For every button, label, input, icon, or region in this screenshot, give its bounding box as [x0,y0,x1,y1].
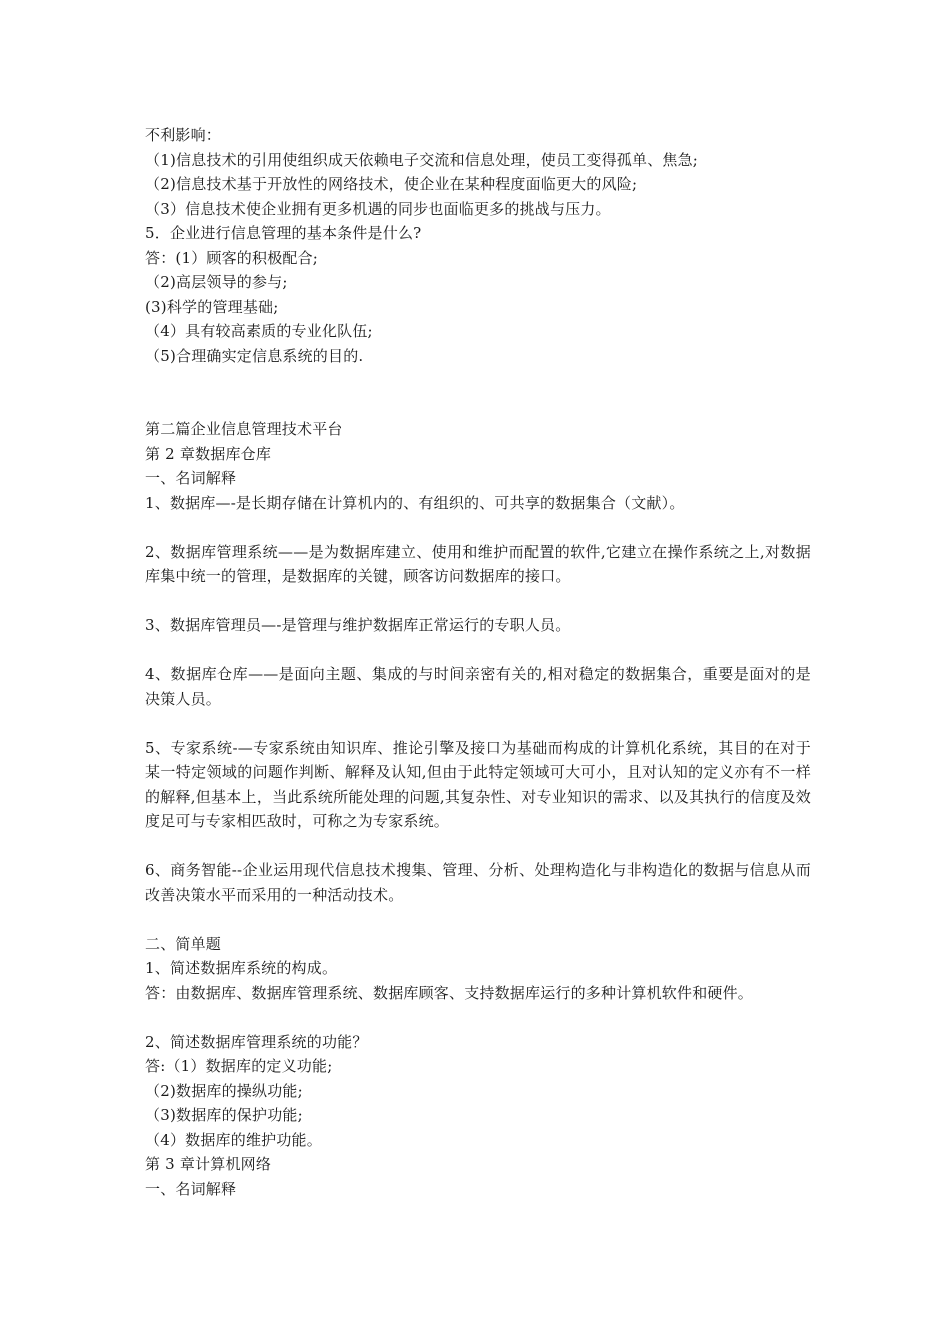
term-1: 1、数据库—-是长期存储在计算机内的、有组织的、可共享的数据集合（文献）。 [145,493,685,512]
short-answer-2-item-4: （4）数据库的维护功能。 [145,1130,322,1149]
short-answer-1: 答：由数据库、数据库管理系统、数据库顾客、支持数据库运行的多种计算机软件和硬件。 [145,983,754,1002]
short-question-2: 2、简述数据库管理系统的功能？ [145,1032,368,1051]
answer-5-item-1: 答：(1）顾客的积极配合; [145,248,319,267]
section-terms-heading-2: 一、名词解释 [145,1179,237,1198]
impact-item-3: （3）信息技术使企业拥有更多机遇的同步也面临更多的挑战与压力。 [145,199,611,218]
spacer [145,1005,811,1030]
term-2: 2、数据库管理系统——是为数据库建立、使用和维护而配置的软件,它建立在操作系统之上,对数据库集中统一的管理，是数据库的关键，顾客访问数据库的接口。 [145,542,811,585]
spacer [145,834,811,859]
impact-heading: 不利影响： [145,126,222,144]
short-answer-2-item-2: （2)数据库的操纵功能; [145,1081,303,1100]
answer-5-item-5: （5)合理确实定信息系统的目的. [145,346,364,365]
impact-item-1: （1)信息技术的引用使组织成天依赖电子交流和信息处理，使员工变得孤单、焦急; [145,150,699,169]
spacer [145,368,811,417]
section-terms-heading: 一、名词解释 [145,469,237,487]
term-5: 5、专家系统-—专家系统由知识库、推论引擎及接口为基础而构成的计算机化系统，其目的在对于某一特定领域的问题作判断、解释及认知,但由于此特定领域可大可小，且对认知的定义亦有不一样的解释,但基本上，当此系统所能处理的问题,其复杂性、对专业知识的需求、以及其执行的信度及效度足可与专家相匹敌时，可称之为专家系统。 [145,738,811,830]
answer-5-item-2: （2)高层领导的参与; [145,273,288,291]
spacer [145,907,811,932]
answer-5-item-4: （4）具有较高素质的专业化队伍; [145,322,373,340]
impact-item-2: （2)信息技术基于开放性的网络技术，使企业在某种程度面临更大的风险; [145,175,638,193]
term-6: 6、商务智能--企业运用现代信息技术搜集、管理、分析、处理构造化与非构造化的数据与信息从而改善决策水平而采用的一种活动技术。 [145,861,811,904]
question-5: 5．企业进行信息管理的基本条件是什么? [145,224,422,242]
term-3: 3、数据库管理员—-是管理与维护数据库正常运行的专职人员。 [145,616,571,634]
short-question-1: 1、简述数据库系统的构成。 [145,959,338,977]
spacer [145,589,811,614]
document-page [145,123,811,1201]
chapter-3-title: 第 3 章计算机网络 [145,1155,272,1173]
chapter-2-title: 第 2 章数据库仓库 [145,444,272,463]
spacer [145,711,811,736]
part-title: 第二篇企业信息管理技术平台 [145,420,343,438]
answer-5-item-3: (3)科学的管理基础; [145,297,279,316]
term-4: 4、数据库仓库——是面向主题、集成的与时间亲密有关的,相对稳定的数据集合，重要是面对的是决策人员。 [145,665,811,708]
short-answer-2-item-3: （3)数据库的保护功能; [145,1106,303,1124]
spacer [145,638,811,663]
spacer [145,515,811,540]
section-short-answer-heading: 二、简单题 [145,934,222,953]
short-answer-2-item-1: 答:（1）数据库的定义功能; [145,1057,333,1075]
